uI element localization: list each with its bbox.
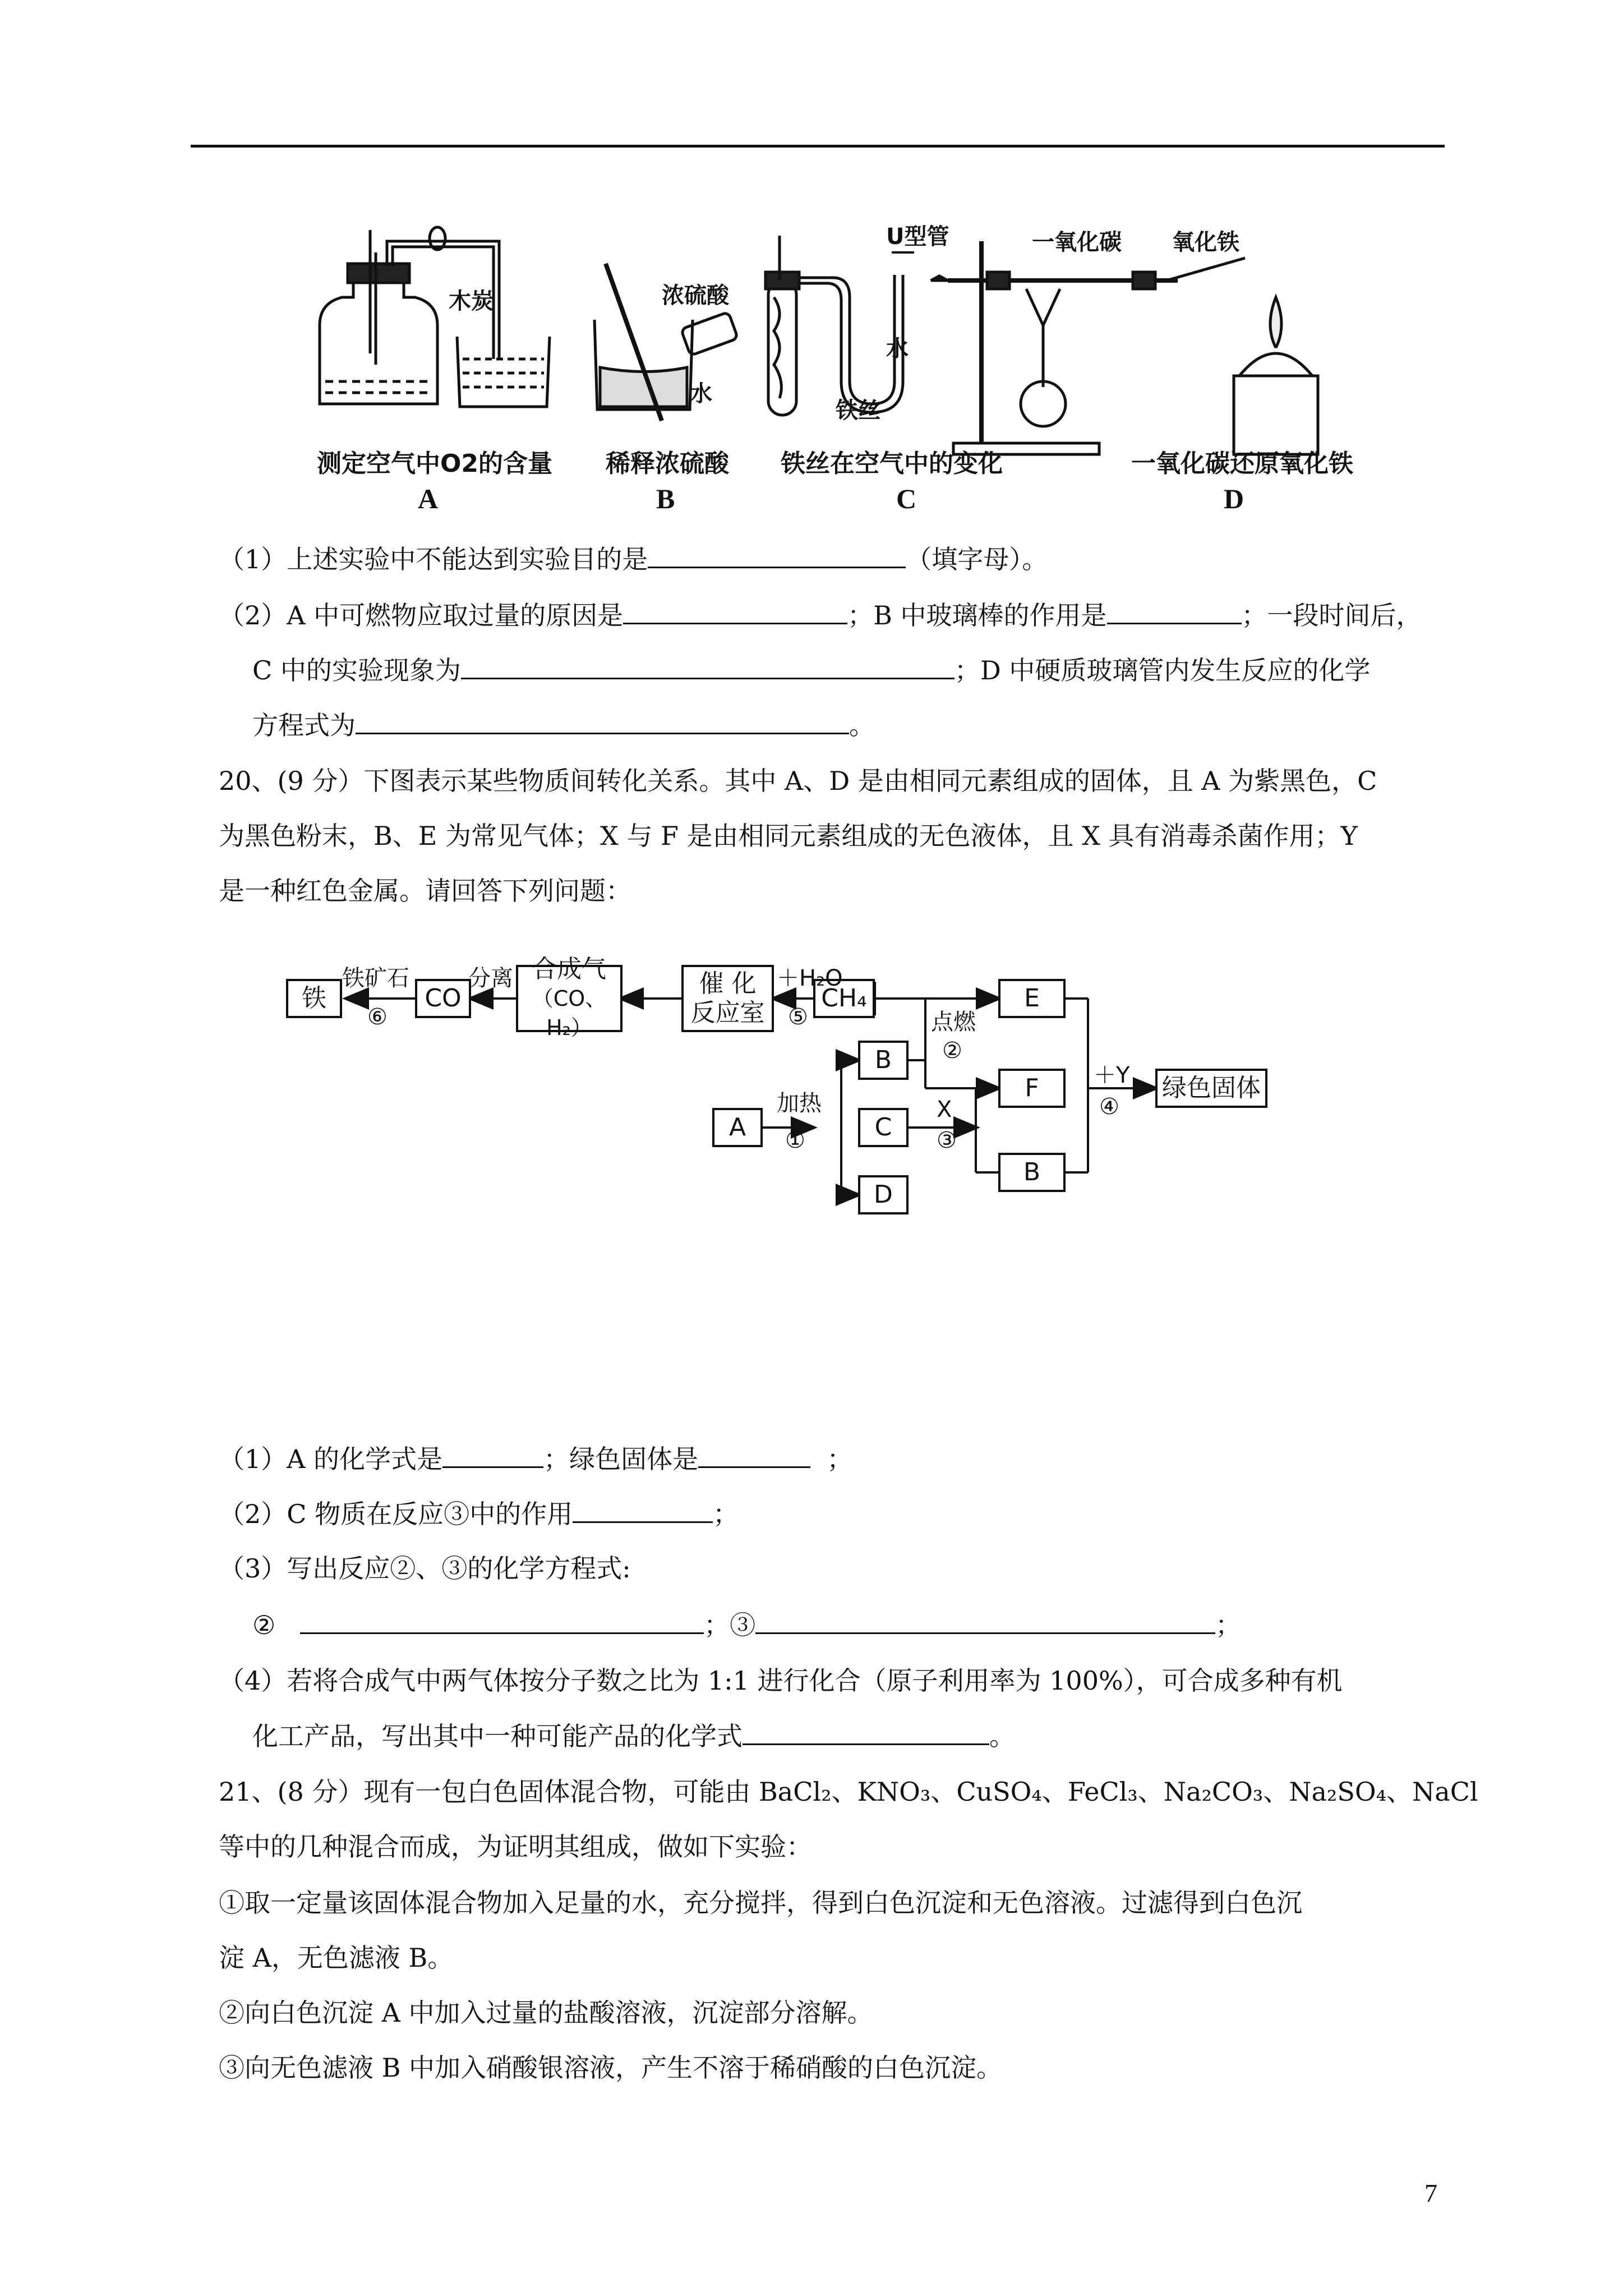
q19-part2-text-g: 。: [849, 710, 875, 740]
flow-box-e: E: [998, 979, 1066, 1018]
q19-part2-text-a: （2）A 中可燃物应取过量的原因是: [219, 600, 624, 631]
q19-part2-text-f: 方程式为: [252, 710, 356, 740]
flow-box-green-solid: 绿色固体: [1155, 1069, 1267, 1108]
flow-label-plus-h2o: ＋H₂O: [777, 965, 843, 991]
flow-label-step3: ③: [937, 1128, 957, 1153]
flow-label-step4: ④: [1099, 1094, 1119, 1120]
label-iron-wire: 铁丝: [836, 398, 880, 424]
q20-part1-text-b: ；绿色固体是: [543, 1444, 699, 1474]
q20-part4-line1: （4）若将合成气中两气体按分子数之比为 1:1 进行化合（原子利用率为 100%），可合成多种有机: [219, 1665, 1343, 1696]
flow-box-f: F: [998, 1069, 1066, 1108]
label-iron-oxide: 氧化铁: [1172, 229, 1239, 255]
q20-part4-suffix: 。: [989, 1721, 1015, 1751]
q20-part1-text-c: ；: [827, 1444, 853, 1474]
q20-eq2-label: ②: [252, 1610, 276, 1640]
q20-answer-blank-4[interactable]: [300, 1608, 704, 1634]
q20-part1-text-a: （1）A 的化学式是: [219, 1444, 443, 1474]
page-number: 7: [1424, 2179, 1437, 2207]
flow-label-plus-y: ＋Y: [1094, 1062, 1130, 1088]
flow-label-step1: ①: [785, 1128, 805, 1153]
syngas-label: 合成气: [532, 955, 606, 983]
q19-part1-text: （1）上述实验中不能达到实验目的是: [219, 544, 648, 574]
flow-box-iron: 铁: [286, 979, 342, 1018]
flow-label-ignite: 点燃: [931, 1009, 976, 1035]
q19-part2-line3: [252, 708, 875, 742]
q21-intro-2: 等中的几种混合而成，为证明其组成，做如下实验：: [219, 1832, 812, 1862]
syngas-formula: （CO、H₂）: [532, 986, 607, 1040]
q20-eq-end: ；: [1215, 1610, 1242, 1640]
flow-box-a: A: [712, 1108, 763, 1147]
flow-label-step5: ⑤: [788, 1004, 808, 1030]
header-rule: [191, 145, 1445, 148]
letter-b: B: [656, 483, 675, 514]
q19-part2-line1: [219, 598, 1422, 632]
q19-part2-text-b: ；B 中玻璃棒的作用是: [847, 600, 1107, 631]
flow-box-d: D: [858, 1175, 909, 1214]
q19-part2-text-e: ；D 中硬质玻璃管内发生反应的化学: [954, 655, 1371, 685]
caption-d: 一氧化碳还原氧化铁: [1131, 449, 1353, 478]
label-charcoal: 木炭: [449, 288, 494, 314]
q20-answer-blank-1[interactable]: [442, 1442, 543, 1468]
q20-part4-line2: [252, 1719, 1015, 1753]
caption-c: 铁丝在空气中的变化: [781, 449, 1003, 478]
letter-a: A: [418, 483, 439, 514]
flow-label-iron-ore: 铁矿石: [342, 965, 409, 991]
q20-answer-blank-3[interactable]: [573, 1497, 713, 1523]
q20-part2-suffix: ；: [713, 1499, 739, 1529]
caption-a: 测定空气中O2的含量: [316, 449, 553, 478]
flow-box-catalytic-reactor: [681, 965, 774, 1032]
q20-part2: [219, 1497, 739, 1531]
flow-label-separate: 分离: [468, 965, 513, 991]
q19-answer-blank-4[interactable]: [461, 653, 955, 679]
flow-box-c: C: [858, 1108, 909, 1147]
q21-intro-1: 21、(8 分）现有一包白色固体混合物，可能由 BaCl₂、KNO₃、CuSO₄、FeCl₃、Na₂CO₃、Na₂SO₄、NaCl: [219, 1777, 1478, 1807]
label-conc-sulfuric-acid: 浓硫酸: [662, 283, 729, 309]
flow-label-step2: ②: [942, 1038, 962, 1064]
label-u-tube: U型管: [886, 224, 949, 250]
q19-part2-text-d: C 中的实验现象为: [252, 655, 461, 685]
q20-part1: [219, 1442, 852, 1476]
q21-step1-line1: ①取一定量该固体混合物加入足量的水，充分搅拌，得到白色沉淀和无色溶液。过滤得到白色沉: [219, 1888, 1302, 1918]
label-carbon-monoxide: 一氧化碳: [1032, 229, 1122, 255]
letter-c: C: [896, 483, 917, 514]
q20-part4-text: 化工产品，写出其中一种可能产品的化学式: [252, 1721, 743, 1751]
q20-intro-1: 20、(9 分）下图表示某些物质间转化关系。其中 A、D 是由相同元素组成的固体，且 A 为紫黑色，C: [219, 766, 1377, 796]
label-water-c: 水: [886, 336, 909, 362]
q21-step3: ③向无色滤液 B 中加入硝酸银溶液，产生不溶于稀硝酸的白色沉淀。: [219, 2053, 1003, 2083]
q20-intro-2: 为黑色粉末，B、E 为常见气体；X 与 F 是由相同元素组成的无色液体，且 X 具有消毒杀菌作用；Y: [219, 821, 1358, 851]
q20-answer-blank-2[interactable]: [698, 1442, 810, 1468]
reactor-label-1: 催 化: [699, 969, 757, 998]
q20-eq3-label: ；③: [704, 1610, 756, 1640]
flow-label-heat: 加热: [777, 1091, 822, 1116]
q19-answer-blank-5[interactable]: [356, 708, 849, 734]
q19-answer-blank-2[interactable]: [623, 598, 847, 624]
q19-part1-suffix: （填字母）。: [906, 544, 1048, 574]
q19-part2-line2: [252, 653, 1370, 687]
flow-label-step6: ⑥: [367, 1004, 388, 1030]
reactor-label-2: 反应室: [690, 999, 765, 1027]
q19-part2-text-c: ；一段时间后，: [1241, 600, 1422, 631]
q20-answer-blank-5[interactable]: [755, 1608, 1215, 1634]
flow-box-ch4: CH₄: [813, 979, 875, 1018]
flow-box-syngas: [516, 955, 623, 1040]
caption-b: 稀释浓硫酸: [606, 449, 729, 478]
q20-part3-equations: [252, 1608, 1241, 1642]
q21-step1-line2: 淀 A，无色滤液 B。: [219, 1943, 454, 1973]
letter-d: D: [1224, 483, 1244, 514]
q19-part1: [219, 542, 1048, 576]
flow-label-x: X: [937, 1097, 952, 1122]
q21-step2: ②向白色沉淀 A 中加入过量的盐酸溶液，沉淀部分溶解。: [219, 1998, 873, 2028]
q20-part2-text: （2）C 物质在反应③中的作用: [219, 1499, 573, 1529]
flow-box-b-top: B: [858, 1041, 909, 1080]
q19-answer-blank-1[interactable]: [648, 542, 906, 568]
q20-part3: （3）写出反应②、③的化学方程式:: [219, 1553, 631, 1584]
flow-box-co: CO: [415, 979, 471, 1018]
label-water-b: 水: [690, 381, 712, 407]
flow-box-b-bottom: B: [998, 1153, 1066, 1192]
q19-answer-blank-3[interactable]: [1107, 598, 1242, 624]
q20-answer-blank-6[interactable]: [743, 1719, 989, 1745]
q20-intro-3: 是一种红色金属。请回答下列问题：: [219, 876, 631, 906]
